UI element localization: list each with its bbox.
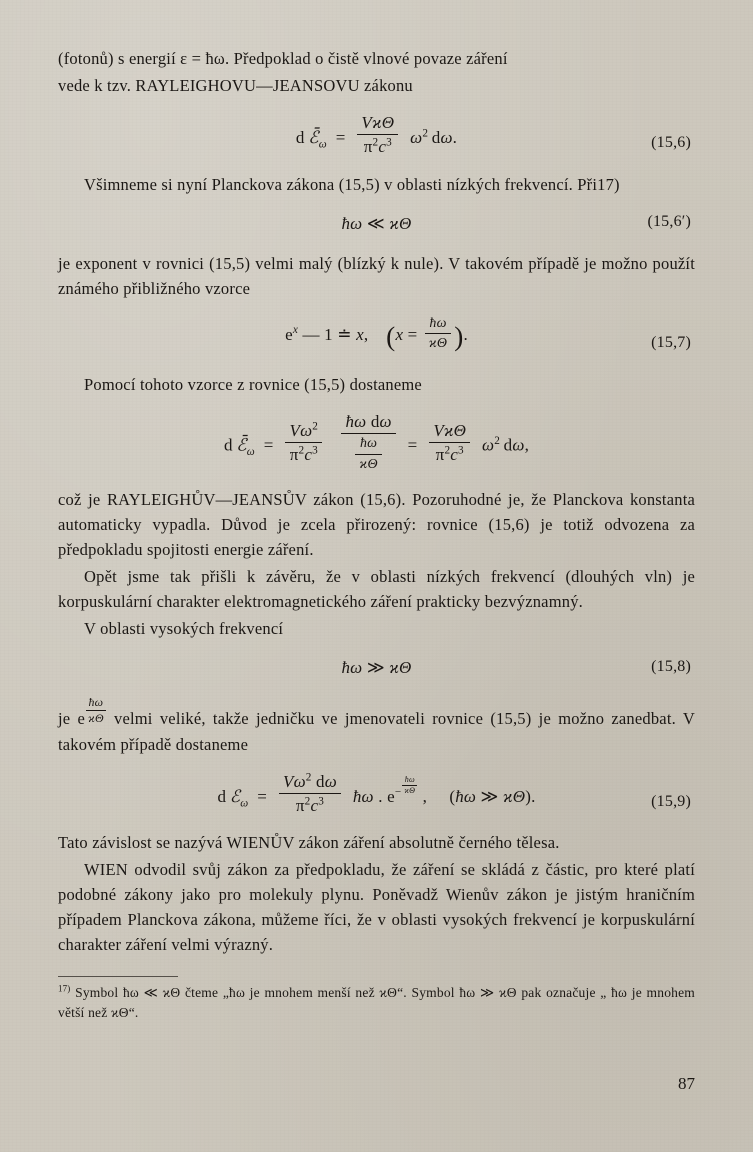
paragraph-low-frequency <box>58 172 695 197</box>
equation-15-6-prime-body: ħω ≪ ϰΘ <box>341 213 412 233</box>
paragraph-high-frequency-text: V oblasti vysokých frekvencí <box>84 619 284 639</box>
equation-15-8-body: ħω ≫ ϰΘ <box>341 658 412 678</box>
equation-15-6 <box>58 112 695 158</box>
equation-15-9-number: (15,9) <box>651 792 691 810</box>
exponent-fraction: $\frac{ħ\omega}{ϰ\Theta}$ <box>88 695 104 725</box>
paragraph-apply-formula-text: Pomocí tohoto vzorce z rovnice (15,5) dostaneme <box>84 374 422 394</box>
equation-15-7-body: $e^x$ — 1 ≐ x, (x = $\frac{ħ\omega}{ϰ\Theta}$ ). <box>285 315 468 352</box>
paragraph-rayleigh-jeans-comment <box>58 487 695 562</box>
equation-15-8 <box>58 655 695 681</box>
equation-15-6-prime-number: (15,6′) <box>647 213 691 231</box>
paragraph-wien-law <box>58 830 695 855</box>
equation-15-9 <box>58 771 695 817</box>
equation-unnumbered-body: d $ℰ̄_\omega$ = $\frac{V\omega^2}{\pi^2c^3}$ $\frac{\text{ħω dω}}{\frac{ħ\omega}{ϰ\Theta}}$ = $\frac{\text{VϰΘ}}{\pi^2c^3}$ $\omega^2$ dω, <box>223 411 530 472</box>
paragraph-intro-line2-text: vede k tzv. RAYLEIGHOVU—JEANSOVU zákonu <box>58 76 413 96</box>
paragraph-high-frequency <box>58 616 695 641</box>
paragraph-wien-derivation-text: WIEN odvodil svůj zákon za předpokladu, že záření se skládá z částic, pro které platí podobné zákony jako pro molekuly plynu. Poněvadž Wienův zákon je jistým hraničním případem Planckova zákona, můžeme říci, že v oblasti vysokých frekvencí je korpuskulární charakter záření velmi výrazný. <box>58 860 695 955</box>
footnote-17 <box>58 983 695 1024</box>
paragraph-intro-line2 <box>58 73 695 98</box>
page-number: 87 <box>678 1074 695 1093</box>
paragraph-wien-law-text: Tato závislost se nazývá WIENŮV zákon záření absolutně černého tělesa. <box>58 833 560 853</box>
paragraph-rayleigh-jeans-comment-text: což je RAYLEIGHŮV—JEANSŮV zákon (15,6). Pozoruhodné je, že Planckova konstanta automaticky vypadla. Důvod je zcela přirozený: rovnice (15,6) je totiž odvozena za předpokladu spojitosti energie záření. <box>58 489 695 560</box>
paragraph-exponential-large <box>58 695 695 756</box>
paragraph-exponent <box>58 251 695 301</box>
paragraph-intro-line1-text: (fotonů) s energií ε = ħω. Předpoklad o čistě vlnové povaze záření <box>58 49 508 68</box>
page-body <box>58 46 695 1023</box>
equation-unnumbered-rayleigh <box>58 411 695 473</box>
paragraph-exponent-text: je exponent v rovnici (15,5) velmi malý (blízký k nule). V takovém případě je možno použít známého přibližného vzorce <box>58 253 695 298</box>
footnote-marker: 17) <box>58 983 71 994</box>
equation-15-9-body: d ℰ$_\omega$ = $\frac{V\omega^2 d\omega}{\pi^2c^3}$ ħω . $e^{- \frac{ħ\omega}{ϰ\Theta}}$ , (ħω ≫ ϰΘ). <box>217 770 536 815</box>
equation-15-8-number: (15,8) <box>651 657 691 675</box>
equation-15-6-number: (15,6) <box>651 134 691 152</box>
equation-15-7 <box>58 315 695 358</box>
footnote-divider <box>58 976 178 977</box>
paragraph-apply-formula <box>58 372 695 397</box>
equation-15-6-prime <box>58 211 695 237</box>
equation-15-6-body: d $ℰ̄_\omega$ = $\frac{\text{VϰΘ}}{\pi^2c^3}$ $\omega^2$ dω. <box>295 113 458 157</box>
paragraph-conclusion-low-text: Opět jsme tak přišli k závěru, že v oblasti nízkých frekvencí (dlouhých vln) je korpuskulární charakter elektromagnetického záření prakticky bezvýznamný. <box>58 567 695 612</box>
footnote-text: Symbol ħω ≪ ϰΘ čteme „ħω je mnohem menší než ϰΘ“. Symbol ħω ≫ ϰΘ pak označuje „ ħω je mnohem větší než ϰΘ“. <box>58 984 695 1020</box>
exponential-term <box>85 695 107 731</box>
paragraph-exponential-large-text: velmi veliké, takže jedničku ve jmenovateli rovnice (15,5) je možno zanedbat. V takovém případě dostaneme <box>58 709 696 754</box>
equation-15-7-number: (15,7) <box>651 334 691 352</box>
paragraph-low-frequency-text: Všimneme si nyní Planckova zákona (15,5) v oblasti nízkých frekvencí. Při17) <box>84 174 620 194</box>
paragraph-conclusion-low <box>58 564 695 614</box>
paragraph-wien-derivation <box>58 857 695 957</box>
paragraph-exponential-large-prefix: je e <box>58 709 86 729</box>
paragraph-intro-line1 <box>58 46 695 71</box>
